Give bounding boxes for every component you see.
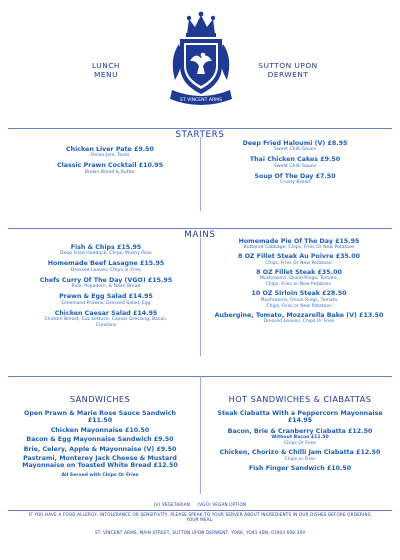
menu-item-name: Chicken, Chorizo & Chilli Jam Ciabatta £12.50 <box>219 449 381 457</box>
menu-item-name: Classic Prawn Cocktail £10.95 <box>56 162 163 170</box>
menu-item-desc: Mushrooms, Onion Rings, Tomato, <box>259 276 339 282</box>
lunch-label: LUNCH <box>92 61 120 70</box>
menu-item-desc: Without Bacon £11.50 <box>271 435 329 441</box>
menu-item-name: Chefs Curry Of The Day (VGO) £15.95 <box>39 276 173 284</box>
menu-item-desc: Chips Or Fries <box>284 441 316 447</box>
hot-sandwiches-title: HOT SANDWICHES & CIABATTAS <box>228 394 372 404</box>
mains-left-column <box>20 244 192 329</box>
starters-right-column <box>210 140 380 186</box>
menu-item-name: Soup Of The Day £7.50 <box>254 172 336 180</box>
mains-title: MAINS <box>179 230 220 240</box>
menu-item-name: Deep Fried Haloumi (V) £8.95 <box>242 140 348 147</box>
menu-item-desc: Chips or Fries <box>284 456 316 462</box>
menu-item-name: Fish Finger Sandwich £10.50 <box>248 464 352 472</box>
menu-item-desc: Sweet Chilli Sauce <box>273 147 317 153</box>
menu-item-name: Pastrami, Monterey Jack Cheese & Mustard Mayonnaise on Toasted White Bread £12.50 <box>22 455 178 470</box>
menu-label: MENU <box>94 69 118 79</box>
menu-item-desc: Deep Fried Haddock, Chips, Mushy Peas <box>60 251 152 257</box>
menu-item-name: 10 OZ Sirloin Steak £28.50 <box>251 290 347 298</box>
menu-item-name: 8 OZ Fillet Steak £35.00 <box>256 268 342 276</box>
legend-vegetarian: (V) VEGETARIAN <box>153 502 190 507</box>
sandwiches-section <box>0 394 200 479</box>
menu-item-desc: Dressed Leaves, Chips Or Fries <box>263 319 335 325</box>
menu-item-name: Thai Chicken Cakes £9.50 <box>249 156 341 164</box>
menu-item-name: Homemade Beef Lasagne £15.95 <box>47 260 165 268</box>
menu-item-desc: Buttered Cabbage, Chips, Fries Or New Potatoes <box>243 245 355 251</box>
sandwiches-title: SANDWICHES <box>69 394 131 404</box>
allergy-notice: IF YOU HAVE A FOOD ALLERGY, INTOLERANCE OR SENSITIVITY, PLEASE SPEAK TO YOUR SERVER ABOUT INGREDIENTS IN OUR DISHES BEFORE ORDERING YOUR MEAL. <box>28 512 372 523</box>
sandwiches-note: All Served with Chips Or Fries <box>61 472 139 478</box>
st-vincent-arms-crest-logo <box>166 8 236 108</box>
menu-item-desc: Greenland Prawns, Dressed Salad, Egg <box>61 300 151 306</box>
location-line2: DERWENT <box>267 69 309 79</box>
dietary-legend <box>0 502 400 507</box>
menu-item-name: Brie, Celery, Apple & Mayonnaise (V) £9.50 <box>23 445 177 453</box>
location-heading <box>248 62 328 79</box>
menu-item-name: Chicken Liver Pate £9.50 <box>66 146 154 153</box>
menu-item-desc: Onion Jam, Toast <box>90 153 130 159</box>
legend-vegan-option: (VGO) VEGAN OPTION <box>197 502 247 507</box>
menu-item-name: Bacon, Brie & Cranberry Ciabatta £12.50 <box>227 427 373 435</box>
address-line: ST. VINCENT ARMS, MAIN STREET, SUTTON UPON DERWENT, YORK, YO41 4BN. 01904 608 349 <box>94 530 306 535</box>
lunch-menu-heading <box>74 62 138 79</box>
menu-item-desc: Chips, Fries or New Potatoes <box>266 303 332 309</box>
menu-item-name: Open Prawn & Marie Rose Sauce Sandwich £11.50 <box>23 410 176 425</box>
menu-item-name: 8 OZ Fillet Steak Au Poivre £35.00 <box>238 253 360 261</box>
menu-item-desc: Brown Bread & Butter <box>84 169 136 175</box>
menu-item-desc: Sweet Chilli Sauce <box>273 163 317 169</box>
menu-item-name: Prawn & Egg Salad £14.95 <box>59 293 153 301</box>
menu-item-desc: Chips, Fries or New Potatoes. <box>265 282 333 288</box>
menu-item-desc: Chicken Breast, Coz Lettuce, Caesar Dressing, Bacon, Croutons <box>44 317 168 329</box>
menu-item-name: Homemade Pie Of The Day £15.95 <box>238 238 360 245</box>
starters-left-column <box>30 146 190 176</box>
menu-item-desc: Chips, Fries Or New Potatoes. <box>265 260 333 266</box>
menu-item-name: Chicken Caesar Salad £14.95 <box>54 309 158 317</box>
menu-item-name: Fish & Chips £15.95 <box>70 244 142 251</box>
mains-right-column <box>204 238 394 325</box>
menu-item-desc: Crusty Bread <box>280 180 310 186</box>
starters-title: STARTERS <box>171 130 230 140</box>
menu-item-name: Aubergine, Tomato, Mozzarella Bake (V) £13.50 <box>214 311 384 319</box>
menu-item-name: Steak Ciabatta With a Peppercorn Mayonnaise £14.95 <box>217 410 383 425</box>
menu-item-name: Bacon & Egg Mayonnaise Sandwich £9.50 <box>26 436 174 444</box>
menu-item-desc: Mushrooms, Onion Rings, Tomato <box>260 297 338 303</box>
menu-item-desc: Dressed Leaves, Chips or Fries <box>70 267 142 273</box>
menu-item-name: Chicken Mayonnaise £10.50 <box>50 426 150 434</box>
hot-sandwiches-section <box>200 394 400 472</box>
menu-item-desc: Rice, Popadom, & Naan Bread <box>71 284 141 290</box>
logo-ribbon-text: ST VINCENT ARMS <box>179 98 223 103</box>
location-line1: SUTTON UPON <box>258 61 318 70</box>
